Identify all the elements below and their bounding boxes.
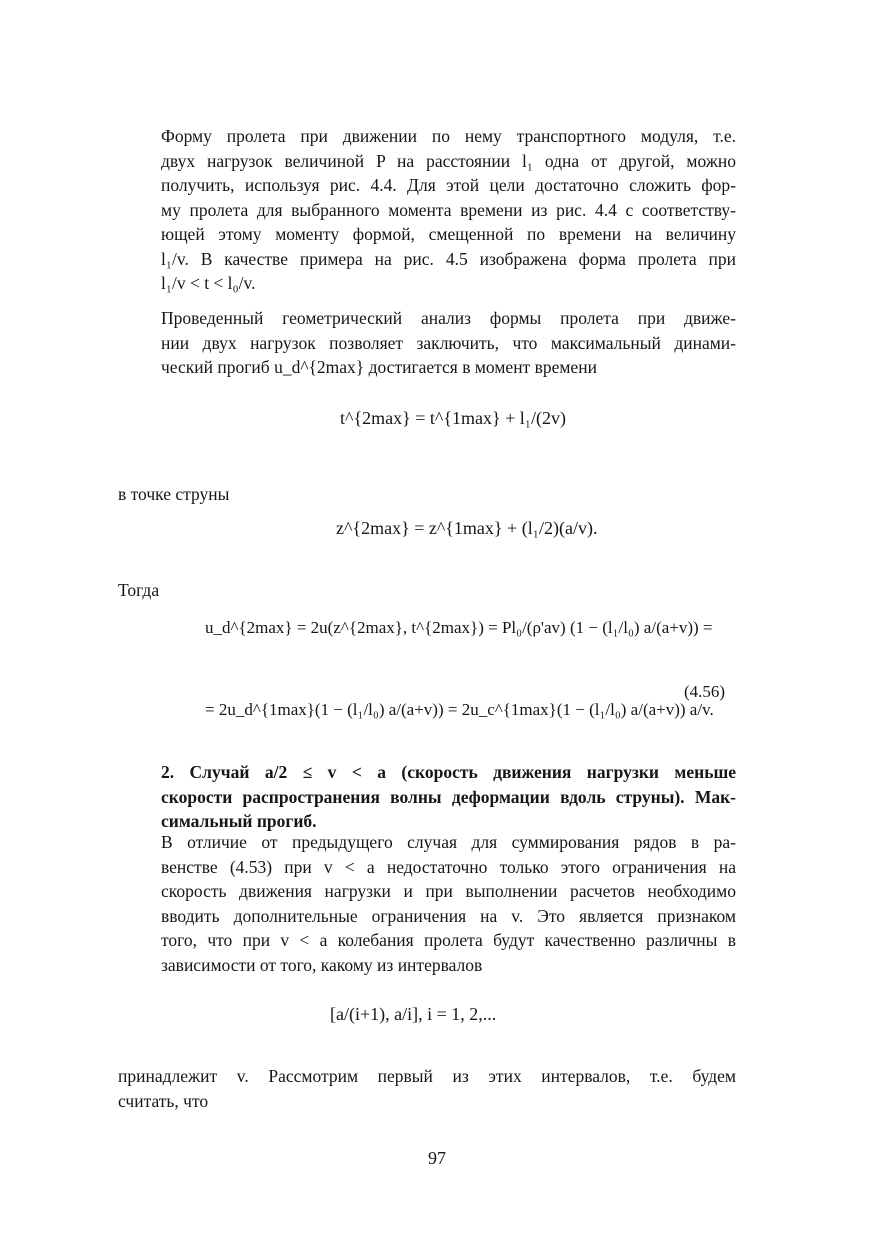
text-line: симальный прогиб. — [161, 811, 317, 831]
text-line: ющей этому моменту формой, смещенной по времени на величину — [161, 224, 736, 244]
text-line: двух нагрузок величиной P на расстоянии l₁ одна от другой, можно — [161, 150, 736, 171]
equation-text: t^{2max} = t^{1max} + l₁/(2v) — [340, 408, 567, 428]
text-line: ческий прогиб u_d^{2max} достигается в момент времени — [161, 357, 597, 377]
text-line: скорость движения нагрузки и при выполнении расчетов необходимо — [161, 881, 736, 901]
equation-text: = 2u_d^{1max}(1 − (l₁/l₀) a/(a+v)) = 2u_c^{1max}(1 − (l₁/l₀) a/(a+v)) a/v. — [205, 700, 714, 719]
paragraph-3 — [118, 482, 736, 507]
text-line: В отличие от предыдущего случая для суммирования рядов в ра- — [161, 832, 736, 852]
text-line: l₁/v < t < l₀/v. — [161, 273, 256, 293]
text-line: получить, используя рис. 4.4. Для этой цели достаточно сложить фор- — [161, 175, 736, 195]
page-number: 97 — [428, 1148, 446, 1168]
text-line: нии двух нагрузок позволяет заключить, что максимальный динами- — [161, 332, 736, 353]
equation-ud2max-line2 — [205, 700, 714, 720]
text-line: 2. Случай a/2 ≤ v < a (скорость движения нагрузки меньше — [161, 762, 736, 782]
text-line: в точке струны — [118, 484, 230, 504]
paragraph-2 — [118, 306, 736, 380]
text-line: му пролета для выбранного момента времени из рис. 4.4 с соответству- — [161, 199, 736, 220]
text-line: вводить дополнительные ограничения на v. Это является признаком — [161, 905, 736, 926]
text-line: принадлежит v. Рассмотрим первый из этих интервалов, т.е. будем — [118, 1066, 736, 1086]
text-line: Тогда — [118, 580, 160, 600]
equation-t2max — [340, 408, 566, 429]
text-line: зависимости от того, какому из интервалов — [161, 954, 483, 975]
section-heading-case-2 — [118, 760, 736, 834]
equation-intervals — [330, 1004, 496, 1025]
paragraph-4 — [118, 578, 736, 603]
text-line: Форму пролета при движении по нему транспортного модуля, т.е. — [161, 126, 736, 146]
paragraph-1 — [118, 124, 736, 296]
equation-text: u_d^{2max} = 2u(z^{2max}, t^{2max}) = Pl₀/(ρ'av) (1 − (l₁/l₀) a/(a+v)) = — [205, 618, 713, 637]
text-line: скорости распространения волны деформации вдоль струны). Мак- — [161, 786, 736, 807]
equation-z2max — [336, 518, 597, 539]
text-line: l₁/v. В качестве примера на рис. 4.5 изображена форма пролета при — [161, 248, 736, 269]
paragraph-6 — [118, 830, 736, 977]
paragraph-7 — [118, 1064, 736, 1113]
text-line: Проведенный геометрический анализ формы пролета при движе- — [161, 308, 736, 328]
text-line: венстве (4.53) при v < a недостаточно только этого ограничения на — [161, 856, 736, 877]
equation-number: (4.56) — [684, 682, 726, 701]
equation-ud2max-line1 — [205, 618, 713, 638]
text-line: того, что при v < a колебания пролета будут качественно различны в — [161, 930, 736, 950]
equation-text: [a/(i+1), a/i], i = 1, 2,... — [330, 1004, 497, 1024]
equation-text: z^{2max} = z^{1max} + (l₁/2)(a/v). — [336, 518, 598, 538]
text-line: считать, что — [118, 1090, 209, 1111]
